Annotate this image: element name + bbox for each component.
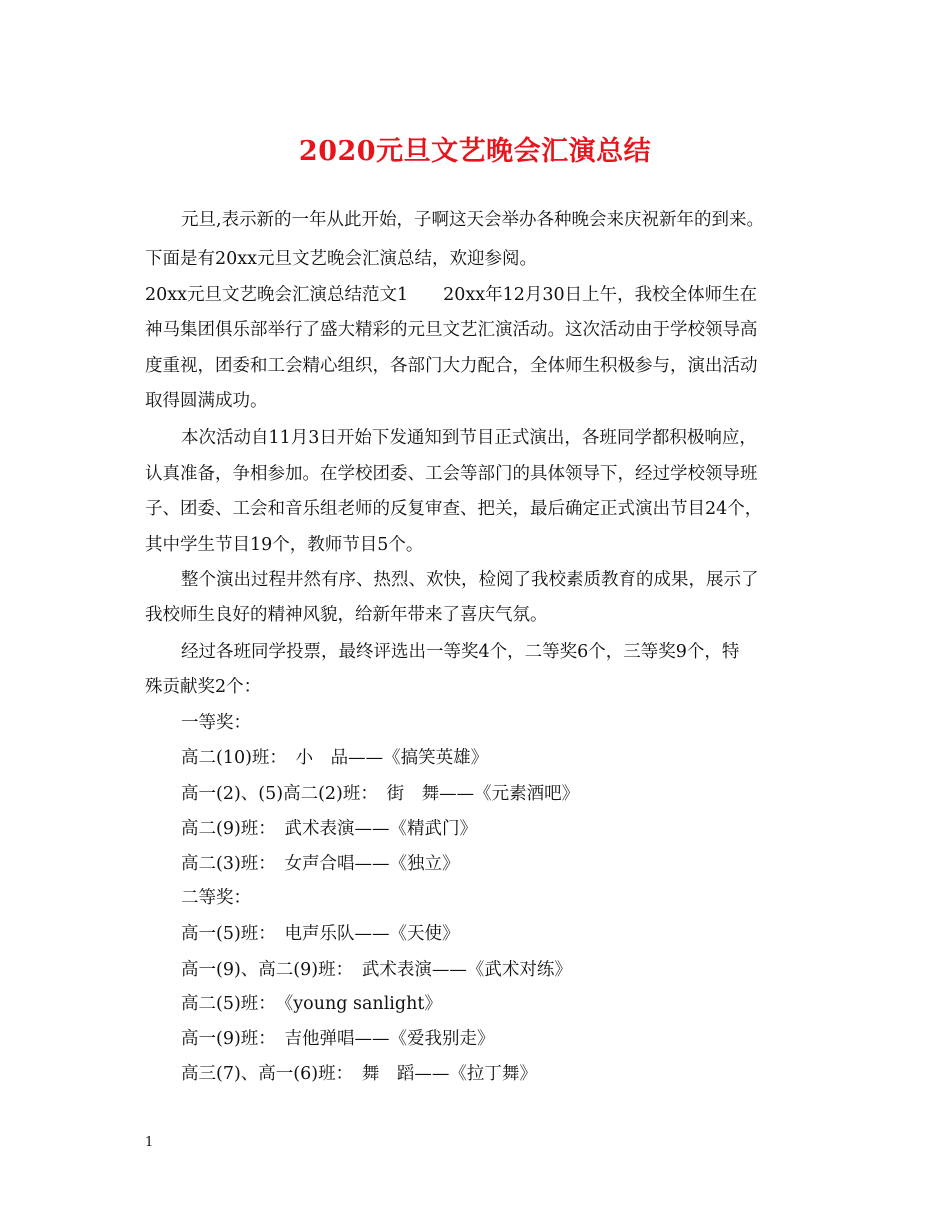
award-entry: 高一(9)班： 吉他弹唱——《爱我别走》 bbox=[181, 1029, 495, 1049]
paragraph-line: 其中学生节目19个，教师节目5个。 bbox=[145, 535, 424, 555]
paragraph-line: 本次活动自11月3日开始下发通知到节目正式演出，各班同学都积极响应， bbox=[181, 428, 757, 448]
paragraph-line: 20xx元旦文艺晚会汇演总结范文1 20xx年12月30日上午，我校全体师生在 bbox=[145, 285, 758, 305]
award-entry: 高二(10)班： 小 品——《搞笑英雄》 bbox=[181, 748, 489, 768]
paragraph-line: 整个演出过程井然有序、热烈、欢快，检阅了我校素质教育的成果，展示了 bbox=[181, 570, 759, 590]
paragraph-line: 度重视，团委和工会精心组织，各部门大力配合，全体师生积极参与，演出活动 bbox=[145, 356, 758, 376]
award-entry: 高二(5)班： 《young sanlight》 bbox=[181, 994, 442, 1014]
award-entry: 高二(9)班： 武术表演——《精武门》 bbox=[181, 819, 478, 839]
paragraph-line: 子、团委、工会和音乐组老师的反复审查、把关，最后确定正式演出节目24个， bbox=[145, 499, 763, 519]
award-entry: 高三(7)、高一(6)班： 舞 蹈——《拉丁舞》 bbox=[181, 1064, 537, 1084]
paragraph-line: 经过各班同学投票，最终评选出一等奖4个，二等奖6个，三等奖9个，特 bbox=[181, 642, 740, 662]
paragraph-line: 认真准备，争相参加。在学校团委、工会等部门的具体领导下，经过学校领导班 bbox=[145, 464, 758, 484]
award-entry: 高一(9)、高二(9)班： 武术表演——《武术对练》 bbox=[181, 960, 572, 980]
award-entry: 高一(5)班： 电声乐队——《天使》 bbox=[181, 924, 460, 944]
page-number: 1 bbox=[145, 1135, 154, 1150]
paragraph-line: 下面是有20xx元旦文艺晚会汇演总结，欢迎参阅。 bbox=[145, 249, 538, 269]
document-title: 2020元旦文艺晚会汇演总结 bbox=[298, 136, 652, 167]
paragraph-line: 神马集团俱乐部举行了盛大精彩的元旦文艺汇演活动。这次活动由于学校领导高 bbox=[145, 320, 758, 340]
award-entry: 高一(2)、(5)高二(2)班： 街 舞——《元素酒吧》 bbox=[181, 784, 580, 804]
paragraph-line: 殊贡献奖2个： bbox=[145, 677, 262, 697]
paragraph-line: 元旦,表示新的一年从此开始，子啊这天会举办各种晚会来庆祝新年的到来。 bbox=[181, 210, 765, 230]
award-heading: 二等奖： bbox=[181, 888, 251, 908]
award-heading: 一等奖： bbox=[181, 713, 251, 733]
award-entry: 高二(3)班： 女声合唱——《独立》 bbox=[181, 854, 460, 874]
paragraph-line: 取得圆满成功。 bbox=[145, 391, 268, 411]
paragraph-line: 我校师生良好的精神风貌，给新年带来了喜庆气氛。 bbox=[145, 605, 548, 625]
